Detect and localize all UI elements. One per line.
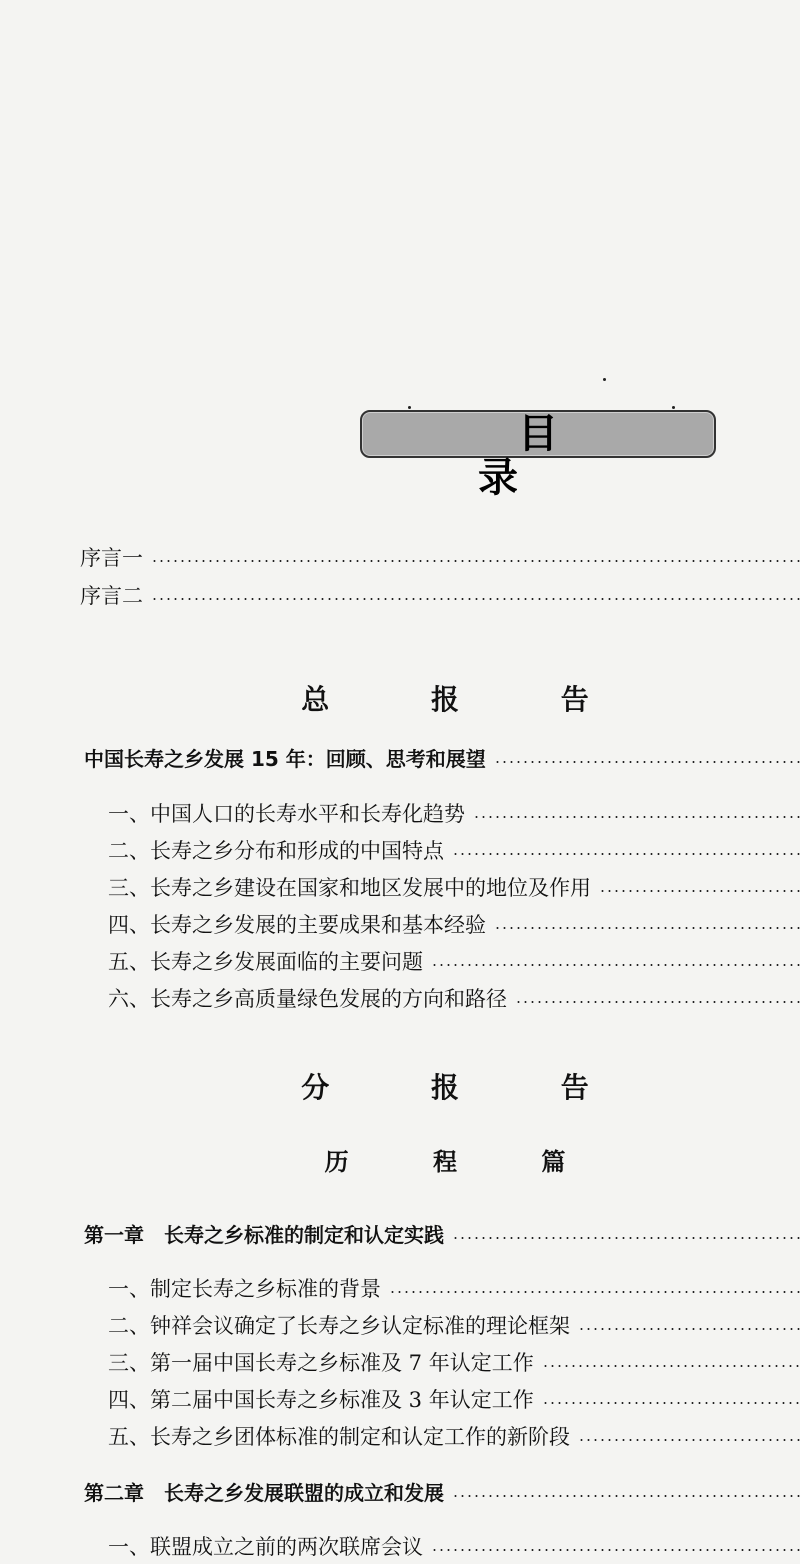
toc-entry-label: 四、长寿之乡发展的主要成果和基本经验 [108,913,486,937]
leader-dots [452,1237,800,1239]
section-heading-sub-report: 分 报 告 [301,1071,635,1104]
leader-dots [542,1365,800,1367]
toc-entry[interactable] [108,1309,800,1343]
toc-entry-label: 二、钟祥会议确定了长寿之乡认定标准的理论框架 [108,1314,570,1338]
leader-dots [473,816,800,818]
leader-dots [578,1439,800,1441]
toc-entry-label: 一、中国人口的长寿水平和长寿化趋势 [108,802,465,826]
speck-mark [603,378,606,381]
leader-dots [515,1001,800,1003]
toc-entry-label: 四、第二届中国长寿之乡标准及 3 年认定工作 [108,1388,534,1412]
toc-entry[interactable] [108,797,800,831]
section-subheading-history: 历 程 篇 [324,1148,604,1176]
leader-dots [151,560,800,562]
banner-dot-left [408,406,411,409]
leader-dots [431,964,800,966]
toc-chapter-general[interactable] [84,742,800,776]
banner-dot-right [672,406,675,409]
toc-entry[interactable] [108,1272,800,1306]
toc-entry-label: 五、长寿之乡发展面临的主要问题 [108,950,423,974]
toc-entry[interactable] [108,1383,800,1417]
toc-entry[interactable] [108,982,800,1016]
page-title: 目 录 [478,411,638,501]
section-heading-general-report: 总 报 告 [301,683,635,716]
toc-entry[interactable] [108,1420,800,1454]
toc-entry[interactable] [108,908,800,942]
toc-chapter-1[interactable] [84,1218,800,1252]
toc-entry-label: 二、长寿之乡分布和形成的中国特点 [108,839,444,863]
toc-chapter-label: 第一章 长寿之乡标准的制定和认定实践 [84,1223,444,1247]
leader-dots [494,927,800,929]
toc-entry-label: 六、长寿之乡高质量绿色发展的方向和路径 [108,987,507,1011]
toc-chapter-label: 中国长寿之乡发展 15 年：回顾、思考和展望 [84,747,486,771]
toc-chapter-2[interactable] [84,1476,800,1510]
toc-chapter-label: 第二章 长寿之乡发展联盟的成立和发展 [84,1481,444,1505]
leader-dots [431,1549,800,1551]
toc-entry-label: 序言二 [80,584,143,608]
toc-entry[interactable] [108,834,800,868]
leader-dots [542,1402,800,1404]
toc-entry-label: 一、制定长寿之乡标准的背景 [108,1277,381,1301]
leader-dots [494,761,800,763]
toc-entry-preface-1[interactable] [80,541,800,575]
toc-entry[interactable] [108,1346,800,1380]
toc-entry-label: 序言一 [80,546,143,570]
toc-entry-label: 一、联盟成立之前的两次联席会议 [108,1535,423,1559]
toc-entry[interactable] [108,945,800,979]
leader-dots [151,598,800,600]
toc-entry-label: 三、第一届中国长寿之乡标准及 7 年认定工作 [108,1351,534,1375]
leader-dots [452,853,800,855]
toc-entry-label: 三、长寿之乡建设在国家和地区发展中的地位及作用 [108,876,591,900]
leader-dots [452,1495,800,1497]
toc-entry-label: 五、长寿之乡团体标准的制定和认定工作的新阶段 [108,1425,570,1449]
toc-entry-preface-2[interactable] [80,579,800,613]
leader-dots [578,1328,800,1330]
toc-entry-partial[interactable] [108,1530,800,1564]
toc-entry[interactable] [108,871,800,905]
leader-dots [389,1291,800,1293]
toc-title-banner [360,410,716,501]
leader-dots [599,890,800,892]
